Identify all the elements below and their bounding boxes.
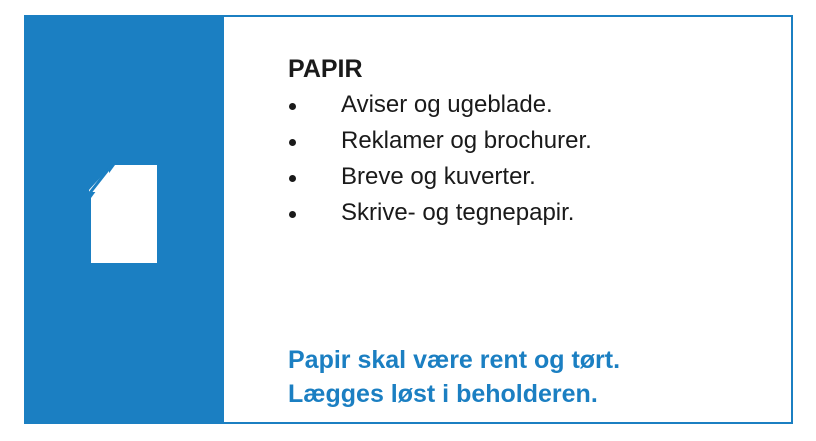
paper-sorting-card bbox=[24, 15, 793, 424]
bullet-icon bbox=[289, 103, 296, 110]
bullet-icon bbox=[289, 175, 296, 182]
bullet-icon bbox=[289, 139, 296, 146]
list-item bbox=[288, 89, 771, 125]
list-item-label: Aviser og ugeblade. bbox=[341, 91, 553, 118]
paper-sheet-icon bbox=[89, 165, 159, 265]
list-item bbox=[288, 161, 771, 197]
bullet-icon bbox=[289, 211, 296, 218]
list-item bbox=[288, 125, 771, 161]
instructions bbox=[288, 343, 620, 411]
instruction-loose: Lægges løst i beholderen. bbox=[288, 380, 598, 408]
instruction-clean-dry: Papir skal være rent og tørt. bbox=[288, 346, 621, 374]
icon-panel bbox=[26, 17, 224, 422]
card-content bbox=[288, 55, 771, 408]
accepted-items-list bbox=[288, 89, 771, 233]
list-item-label: Skrive- og tegnepapir. bbox=[341, 199, 575, 226]
list-item-label: Reklamer og brochurer. bbox=[341, 127, 592, 154]
list-item bbox=[288, 197, 771, 233]
card-title: PAPIR bbox=[288, 55, 363, 83]
list-item-label: Breve og kuverter. bbox=[341, 163, 536, 190]
